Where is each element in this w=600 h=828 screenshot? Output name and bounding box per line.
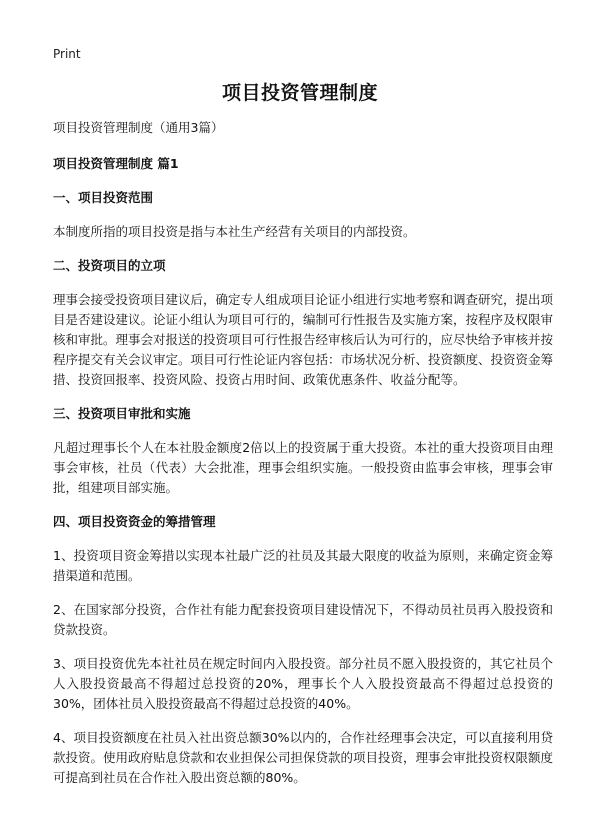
section-heading-approval: 二、投资项目的立项 bbox=[53, 258, 166, 273]
section-heading-scope: 一、项目投资范围 bbox=[53, 190, 154, 205]
section-paragraph: 1、投资项目资金筹措以实现本社最广泛的社员及其最大限度的收益为原则，来确定资金筹措渠道和范围。 bbox=[53, 548, 553, 583]
section-paragraph: 4、项目投资额度在社员入社出资总额30%以内的，合作社经理事会决定，可以直接利用贷款投资。使用政府贴息贷款和农业担保公司担保贷款的项目投资，理事会审批投资权限额度可提高到社员在合作社入股出资总额的80%。 bbox=[53, 730, 554, 785]
document-title: 项目投资管理制度 bbox=[221, 82, 378, 104]
section-paragraph: 3、项目投资优先本社社员在规定时间内入股投资。部分社员不愿入股投资的，其它社员个人入股投资最高不得超过总投资的20%，理事长个人入股投资最高不得超过总投资的30%，团体社员入股投资最高不得超过总投资的40%。 bbox=[53, 656, 553, 711]
section-heading-funding: 四、项目投资资金的筹措管理 bbox=[53, 514, 216, 529]
section-heading-review: 三、投资项目审批和实施 bbox=[53, 406, 191, 421]
section-paragraph: 本制度所指的项目投资是指与本社生产经营有关项目的内部投资。 bbox=[53, 224, 416, 239]
document-subtitle: 项目投资管理制度（通用3篇） bbox=[53, 120, 224, 135]
document-body bbox=[53, 118, 553, 802]
section-paragraph: 凡超过理事长个人在本社股金额度2倍以上的投资属于重大投资。本社的重大投资项目由理事会审核，社员（代表）大会批准，理事会组织实施。一般投资由监事会审核，理事会审批，组建项目部实施。 bbox=[53, 440, 553, 495]
section-paragraph: 理事会接受投资项目建议后，确定专人组成项目论证小组进行实地考察和调查研究，提出项目是否建设建议。论证小组认为项目可行的，编制可行性报告及实施方案，按程序及权限审核和审批。理事会对报送的投资项目可行性报告经审核后认为可行的，应尽快给予审核并按程序提交有关会议审定。项目可行性论证内容包括：市场状况分析、投资额度、投资资金筹措、投资回报率、投资风险、投资占用时间、政策优惠条件、收益分配等。 bbox=[53, 292, 554, 387]
part-heading: 项目投资管理制度 篇1 bbox=[53, 156, 179, 171]
section-paragraph: 2、在国家部分投资，合作社有能力配套投资项目建设情况下，不得动员社员再入股投资和贷款投资。 bbox=[53, 602, 553, 637]
print-link[interactable]: Print bbox=[53, 47, 81, 61]
